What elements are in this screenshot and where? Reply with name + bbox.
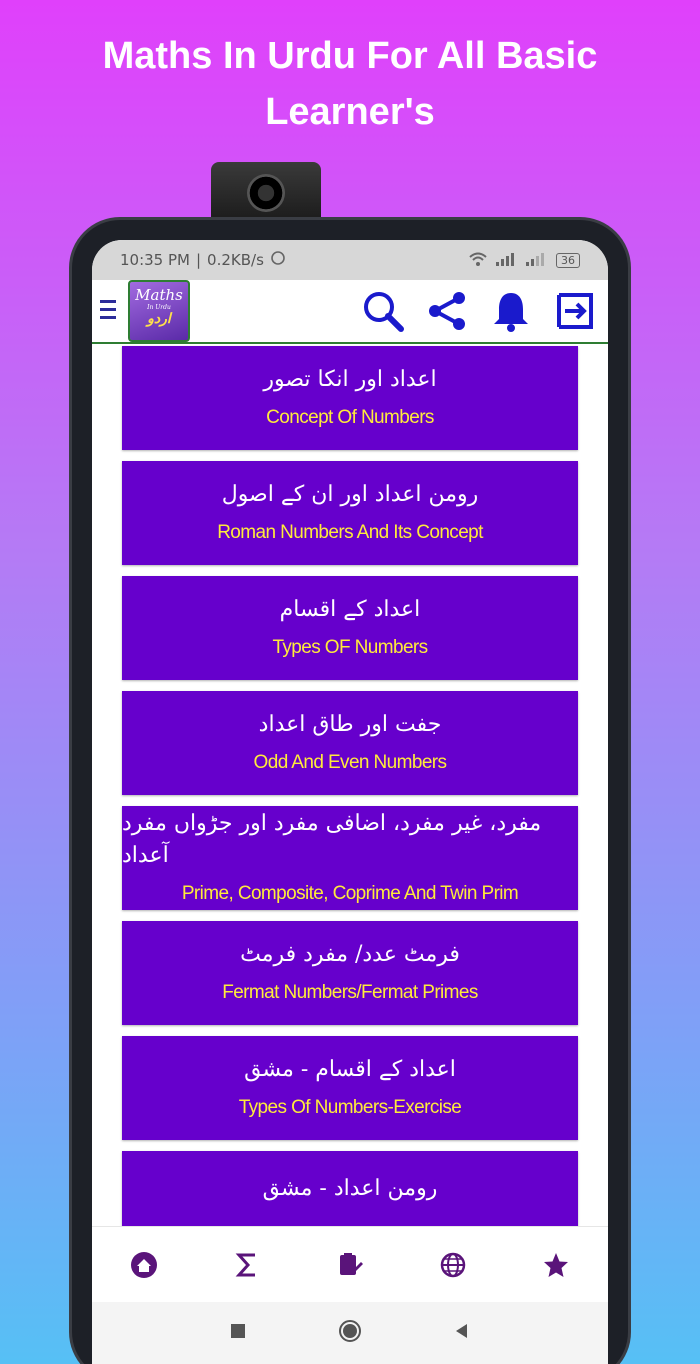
topic-card[interactable] <box>122 806 578 910</box>
topic-urdu-title: اعداد اور انکا تصور <box>263 367 437 392</box>
system-navigation <box>92 1302 608 1364</box>
home-button[interactable] <box>337 1318 363 1348</box>
bottom-navigation <box>92 1226 608 1302</box>
menu-icon[interactable] <box>100 300 116 322</box>
headline-line-1: Maths In Urdu For All Basic <box>102 35 598 77</box>
phone-screen <box>92 240 608 1364</box>
topic-english-title: Roman Numbers And Its Concept <box>217 522 483 543</box>
topic-card[interactable] <box>122 576 578 680</box>
battery-indicator: 36 <box>556 253 580 268</box>
globe-icon[interactable] <box>433 1245 473 1285</box>
topic-list <box>122 346 578 1266</box>
topic-english-title: Odd And Even Numbers <box>253 752 447 773</box>
topic-card[interactable] <box>122 921 578 1025</box>
logo-line-1: Maths <box>135 286 183 304</box>
wifi-icon <box>468 251 488 270</box>
topic-english-title: Types OF Numbers <box>272 637 428 658</box>
logo-line-3: اردو <box>147 311 171 327</box>
bell-icon[interactable] <box>488 288 534 334</box>
topic-urdu-title: اعداد کے اقسام <box>279 597 421 622</box>
topic-card[interactable] <box>122 691 578 795</box>
topic-urdu-title: جفت اور طاق اعداد <box>258 712 442 737</box>
promo-headline <box>0 28 700 140</box>
share-icon[interactable] <box>424 288 470 334</box>
logo-line-2: In Urdu <box>147 304 171 311</box>
sigma-icon[interactable] <box>227 1245 267 1285</box>
back-button[interactable] <box>453 1322 471 1344</box>
headline-line-2: Learner's <box>265 91 435 133</box>
topic-english-title: Fermat Numbers/Fermat Primes <box>222 982 478 1003</box>
app-logo <box>128 280 190 342</box>
exit-icon[interactable] <box>552 288 598 334</box>
topic-card[interactable] <box>122 461 578 565</box>
topic-urdu-title: رومن اعداد اور ان کے اصول <box>221 482 479 507</box>
edit-note-icon[interactable] <box>330 1245 370 1285</box>
app-bar <box>92 280 608 344</box>
recents-button[interactable] <box>229 1322 247 1344</box>
whatsapp-icon <box>270 250 286 270</box>
topic-urdu-title: فرمٹ عدد/ مفرد فرمٹ <box>240 942 460 967</box>
topic-urdu-title: اعداد کے اقسام - مشق <box>244 1057 456 1082</box>
signal-icon-2 <box>526 252 548 269</box>
topic-card[interactable] <box>122 1036 578 1140</box>
signal-icon <box>496 252 518 269</box>
status-bar: 10:35 PM | 0.2KB/s 36 <box>92 240 608 280</box>
topic-english-title: Prime, Composite, Coprime And Twin Prim <box>181 883 519 904</box>
popup-camera <box>211 162 321 224</box>
home-icon[interactable] <box>124 1245 164 1285</box>
topic-urdu-title: رومن اعداد - مشق <box>262 1176 438 1201</box>
search-icon[interactable] <box>360 288 406 334</box>
topic-urdu-title: مفرد، غیر مفرد، اضافی مفرد اور جڑواں مفرد آعداد <box>122 811 542 868</box>
topic-card[interactable] <box>122 346 578 450</box>
topic-english-title: Concept Of Numbers <box>266 407 434 428</box>
topic-english-title: Types Of Numbers-Exercise <box>238 1097 462 1118</box>
camera-lens <box>247 174 285 212</box>
status-time: 10:35 PM <box>120 251 190 269</box>
status-speed: 0.2KB/s <box>207 251 264 269</box>
star-icon[interactable] <box>536 1245 576 1285</box>
